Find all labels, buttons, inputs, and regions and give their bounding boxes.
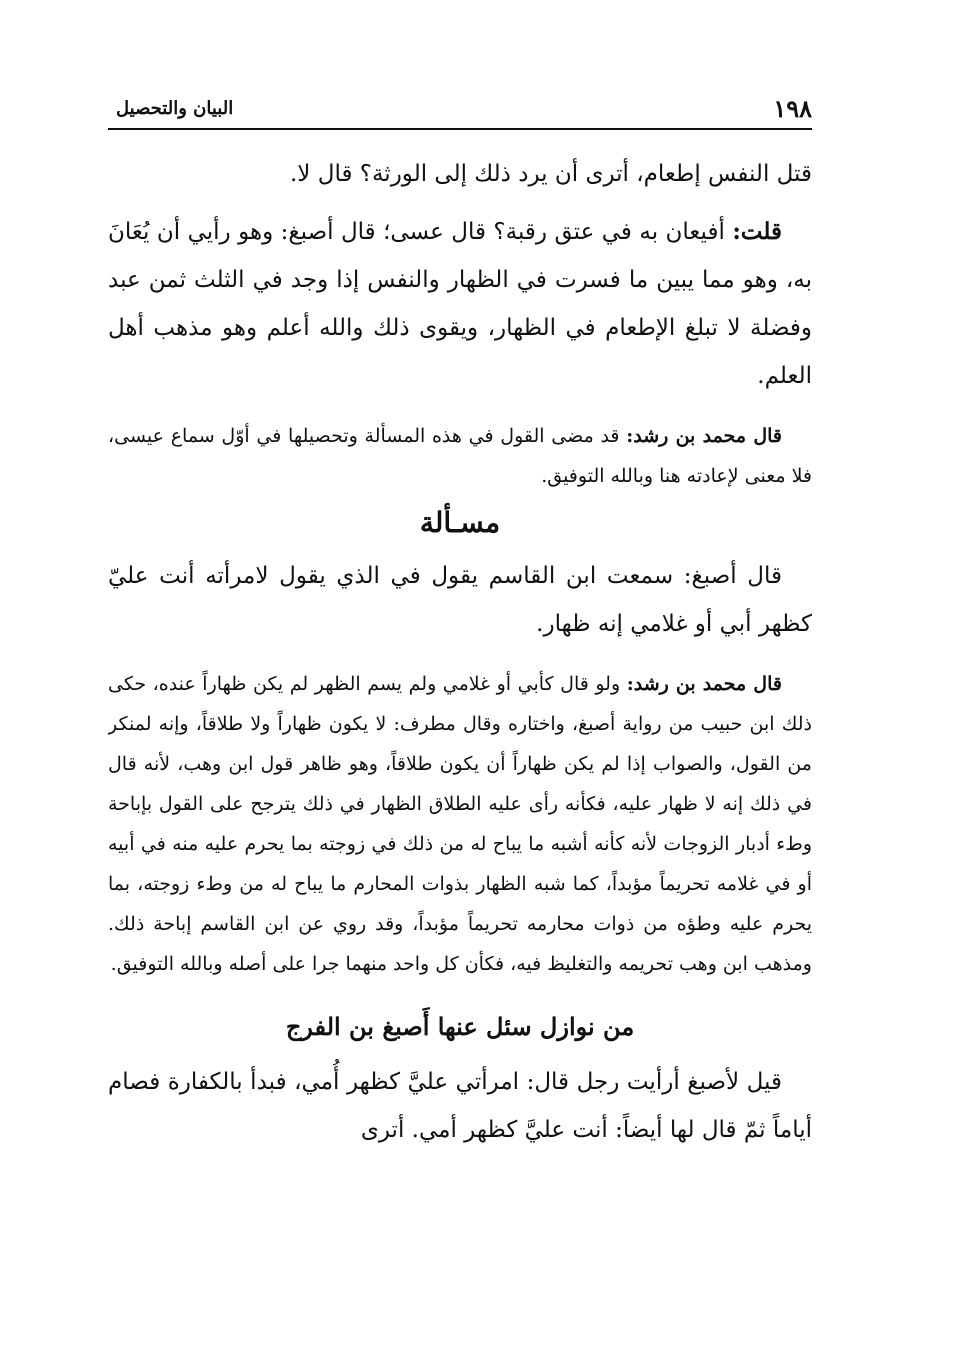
page-body <box>108 150 812 1270</box>
ibn-rushd-label: قال محمد بن رشد: <box>626 425 782 447</box>
section-heading-masala: مسـألة <box>419 506 501 539</box>
paragraph-asbagh: قال أصبغ: سمعت ابن القاسم يقول في الذي يقول لامرأته أنت عليّ كظهر أبي أو غلامي إنه ظهار. <box>108 563 812 637</box>
paragraph-ibn-rushd-1 <box>108 416 812 496</box>
paragraph-qultu-text: أفيعان به في عتق رقبة؟ قال عسى؛ قال أصبغ: وهو رأيي أن يُعَانَ به، وهو مما يبين ما فسرت في الظهار والنفس إذا وجد في الثلث ثمن عبد وفضلة لا تبلغ الإطعام في الظهار، ويقوى ذلك والله أعلم وهو مذهب أهل العلم. <box>108 219 812 389</box>
paragraph-nawazil: قيل لأصبغ أرأيت رجل قال: امرأتي عليَّ كظهر أُمي، فبدأ بالكفارة فصام أياماً ثمّ قال لها أيضاً: أنت عليَّ كظهر أمي. أترى <box>108 1069 812 1143</box>
page-number: ١٩٨ <box>773 94 812 123</box>
page-header <box>108 92 812 130</box>
paragraph-ibn-rushd-1-text: قد مضى القول في هذه المسألة وتحصيلها في أوّل سماع عيسى، فلا معنى لإعادته هنا وبالله التوفيق. <box>108 425 812 487</box>
section-subheading: من نوازل سئل عنها أَصبغ بن الفرج <box>285 1012 635 1041</box>
paragraph-continuation: قتل النفس إطعام، أترى أن يرد ذلك إلى الورثة؟ قال لا. <box>290 161 812 187</box>
paragraph-qultu <box>108 208 812 400</box>
paragraph-ibn-rushd-2-text: ولو قال كأبي أو غلامي ولم يسم الظهر لم يكن ظهاراً عنده، حكى ذلك ابن حبيب من رواية أصبغ، واختاره وقال مطرف: لا يكون ظهاراً ولا طلاقاً، وإنه لمنكر من القول، والصواب إذا لم يكن ظهاراً أن يكون طلاقاً، وهو ظاهر قول ابن وهب، لأنه قال في ذلك إنه لا ظهار عليه، فكأنه رأى عليه الطلاق الظهار في ذلك يترجح على القول بإباحة وطء أدبار الزوجات لأنه كأنه أشبه ما يباح له من ذلك في زوجته بما يحرم عليه منه في أبيه أو في غلامه تحريماً مؤبداً، كما شبه الظهار بذوات المحارم ما يباح له من وطء زوجته، بما يحرم عليه وطؤه من ذوات محارمه تحريماً مؤبداً، وقد روي عن ابن القاسم إباحة ذلك. ومذهب ابن وهب تحريمه والتغليظ فيه، فكأن كل واحد منهما جرا على أصله وبالله التوفيق. <box>108 673 812 975</box>
ibn-rushd-label: قال محمد بن رشد: <box>626 673 782 695</box>
running-title: البيان والتحصيل <box>116 98 234 119</box>
paragraph-ibn-rushd-2 <box>108 664 812 984</box>
qultu-label: قلت: <box>732 218 782 245</box>
